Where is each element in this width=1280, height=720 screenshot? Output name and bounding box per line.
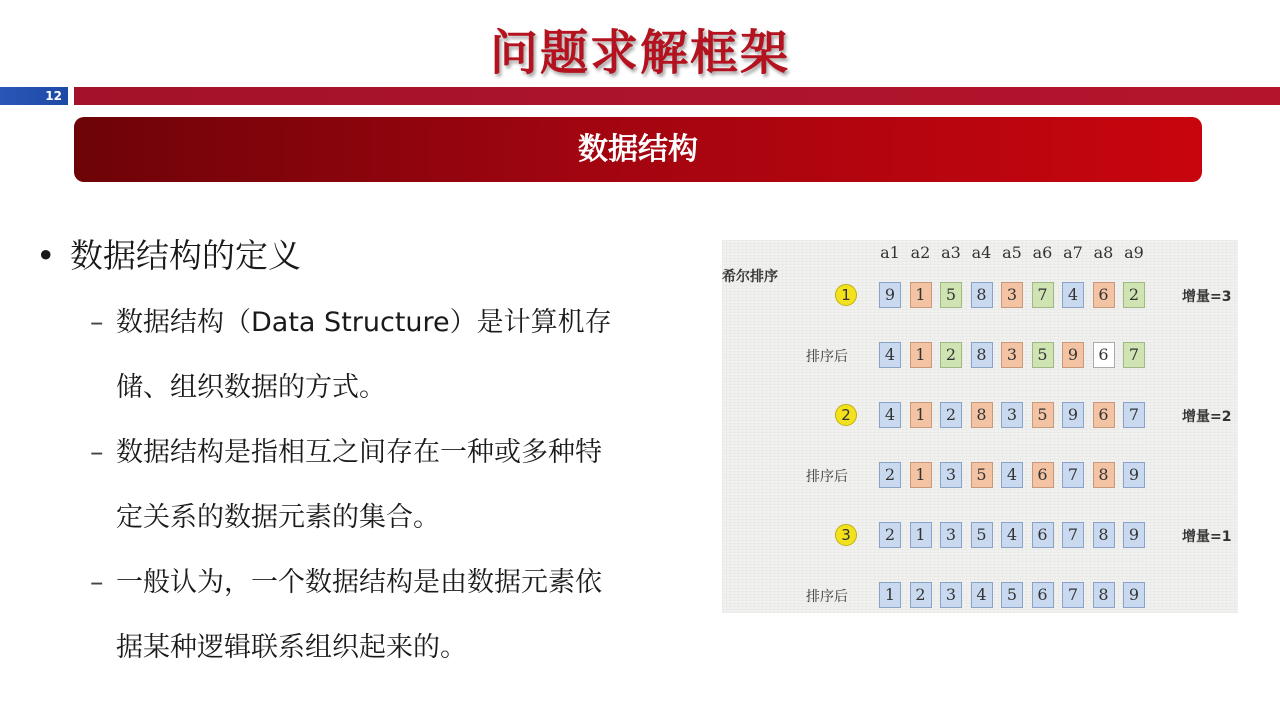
array-cell: 6 [1032,582,1054,608]
array-cell: 3 [1001,342,1023,368]
array-cell: 1 [910,462,932,488]
array-cell: 2 [940,402,962,428]
column-header: a8 [1093,243,1114,262]
step-marker: 2 [835,404,857,426]
sub-bullet-line: 数据结构（Data Structure）是计算机存 [116,307,612,338]
figure-label: 希尔排序 [722,269,778,285]
array-cell: 3 [940,462,962,488]
increment-label: 增量=1 [1182,529,1232,545]
array-cell: 7 [1062,462,1084,488]
array-cell: 5 [1001,582,1023,608]
sub-bullet [90,290,700,420]
main-bullet-text: 数据结构的定义 [70,236,301,275]
array-cell: 8 [971,402,993,428]
array-cell: 1 [879,582,901,608]
array-cell: 2 [910,582,932,608]
section-banner: 数据结构 [74,117,1202,182]
array-cell: 5 [971,522,993,548]
column-header: a7 [1063,243,1083,262]
array-cell: 6 [1032,522,1054,548]
row-label: 排序后 [806,589,848,605]
shell-sort-figure [722,240,1238,613]
array-cell: 3 [940,582,962,608]
array-cell: 7 [1123,342,1145,368]
array-cell: 6 [1032,462,1054,488]
array-cell: 1 [910,522,932,548]
dash-symbol: – [90,567,104,598]
array-cell: 4 [971,582,993,608]
array-cell: 8 [971,342,993,368]
array-cell: 8 [1093,582,1115,608]
array-cell: 9 [1062,402,1084,428]
column-header: a4 [971,243,992,262]
array-cell: 2 [940,342,962,368]
step-marker: 1 [835,284,857,306]
sub-bullet [90,550,700,680]
row-label: 排序后 [806,349,848,365]
column-header: a6 [1032,243,1053,262]
array-cell: 3 [940,522,962,548]
array-cell: 4 [1062,282,1084,308]
array-cell: 5 [1032,402,1054,428]
sub-bullet-line: 一般认为，一个数据结构是由数据元素依 [116,567,602,598]
sub-bullet-line: 储、组织数据的方式。 [116,372,386,403]
array-cell: 6 [1093,282,1115,308]
column-header: a3 [941,243,961,262]
array-cell: 2 [1123,282,1145,308]
array-cell: 3 [1001,402,1023,428]
array-cell: 9 [879,282,901,308]
dash-symbol: – [90,437,104,468]
bullet-dot: • [36,236,56,275]
sub-bullet-line: 据某种逻辑联系组织起来的。 [116,632,467,663]
array-cell: 6 [1093,342,1115,368]
array-cell: 9 [1123,462,1145,488]
column-header: a5 [1002,243,1022,262]
array-cell: 7 [1123,402,1145,428]
page-number: 12 [45,89,62,103]
array-cell: 1 [910,282,932,308]
array-cell: 4 [879,342,901,368]
main-bullet [36,230,301,277]
header-bar-red [74,87,1280,105]
increment-label: 增量=2 [1182,409,1232,425]
array-cell: 8 [1093,522,1115,548]
array-cell: 4 [879,402,901,428]
array-cell: 4 [1001,522,1023,548]
array-cell: 2 [879,462,901,488]
array-cell: 5 [971,462,993,488]
slide-title: 问题求解框架 [489,25,790,81]
sub-bullet-line: 数据结构是指相互之间存在一种或多种特 [116,437,602,468]
array-cell: 7 [1062,522,1084,548]
array-cell: 1 [910,402,932,428]
array-cell: 4 [1001,462,1023,488]
sub-bullet-line: 定关系的数据元素的集合。 [116,502,440,533]
array-cell: 9 [1062,342,1084,368]
array-cell: 2 [879,522,901,548]
array-cell: 5 [1032,342,1054,368]
array-cell: 7 [1062,582,1084,608]
increment-label: 增量=3 [1182,289,1232,305]
column-header: a1 [880,243,900,262]
array-cell: 3 [1001,282,1023,308]
array-cell: 8 [971,282,993,308]
array-cell: 9 [1123,522,1145,548]
array-cell: 1 [910,342,932,368]
array-cell: 5 [940,282,962,308]
column-header: a2 [910,243,931,262]
dash-symbol: – [90,307,104,338]
array-cell: 8 [1093,462,1115,488]
column-header: a9 [1124,243,1144,262]
row-label: 排序后 [806,469,848,485]
array-cell: 7 [1032,282,1054,308]
sub-bullet [90,420,700,550]
array-cell: 6 [1093,402,1115,428]
step-marker: 3 [835,524,857,546]
array-cell: 9 [1123,582,1145,608]
